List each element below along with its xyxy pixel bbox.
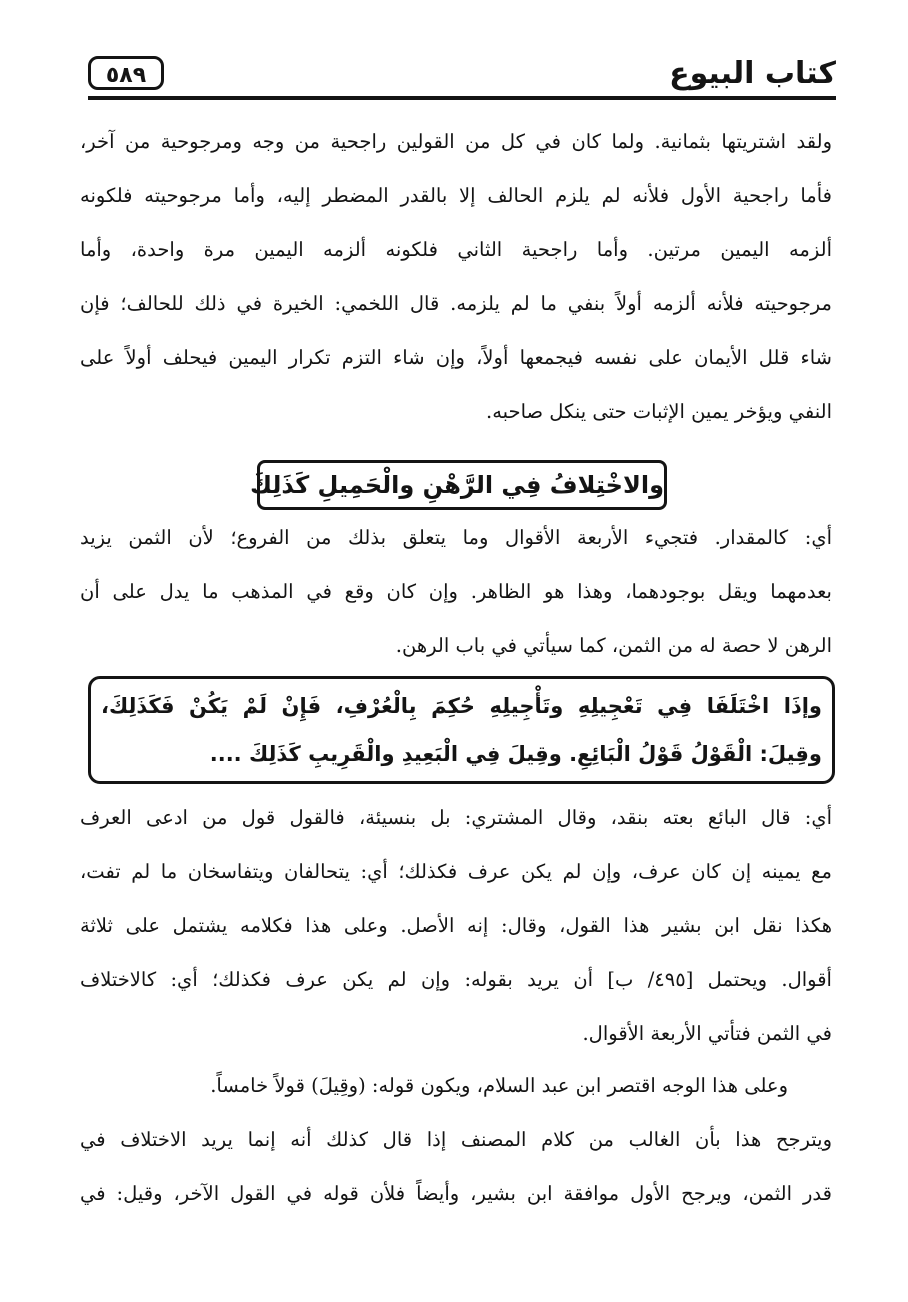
text-line: شاء قلل الأيمان على نفسه فيجمعها أولاً، وإن شاء التزم تكرار اليمين فيحلف أولاً على	[80, 346, 832, 369]
text-line: أي: قال البائع بعته بنقد، وقال المشتري: بل بنسيئة، فالقول قول من ادعى العرف	[80, 806, 832, 829]
text-line: قدر الثمن، ويرجح الأول موافقة ابن بشير، وأيضاً فلأن قوله في القول الآخر، وقيل: في	[80, 1182, 832, 1205]
matn-line: وقِيلَ: الْقَوْلُ قَوْلُ الْبَائِعِ. وقِيلَ فِي الْبَعِيدِ والْقَرِيبِ كَذَلِكَ ....	[209, 742, 822, 766]
text-line: هكذا نقل ابن بشير هذا القول، وقال: إنه الأصل. وعلى هذا فكلامه يشتمل على ثلاثة	[80, 914, 832, 937]
text-line: النفي ويؤخر يمين الإثبات حتى ينكل صاحبه.	[486, 400, 832, 423]
text-line: أي: كالمقدار. فتجيء الأربعة الأقوال وما يتعلق بذلك من الفروع؛ لأن الثمن يزيد	[80, 526, 832, 549]
page-number: ٥٨٩	[88, 56, 164, 90]
text-line: ولقد اشتريتها بثمانية. ولما كان في كل من القولين راجحية من وجه ومرجوحية من آخر،	[80, 130, 832, 153]
section-heading-box: والاخْتِلافُ فِي الرَّهْنِ والْحَمِيلِ كَذَلِكَ	[257, 460, 667, 510]
header-rule	[88, 96, 836, 100]
text-line: في الثمن فتأتي الأربعة الأقوال.	[582, 1022, 832, 1045]
text-line: أقوال. ويحتمل [٤٩٥/ ب] أن يريد بقوله: وإن لم يكن عرف فكذلك؛ أي: كالاختلاف	[80, 968, 832, 991]
text-line: مع يمينه إن كان عرف، وإن لم يكن عرف فكذلك؛ أي: يتحالفان ويتفاسخان ما لم تفت،	[80, 860, 832, 883]
text-line: ألزمه اليمين مرتين. وأما راجحية الثاني فلكونه ألزمه اليمين مرة واحدة، وأما	[80, 238, 832, 261]
matn-text-box	[88, 676, 835, 784]
text-line: وعلى هذا الوجه اقتصر ابن عبد السلام، ويكون قوله: (وقِيلَ) قولاً خامساً.	[210, 1074, 788, 1097]
text-line: فأما راجحية الأول فلأنه لم يلزم الحالف إلا بالقدر المضطر إليه، وأما مرجوحيته فلكونه	[80, 184, 832, 207]
matn-line: وإذَا اخْتَلَفَا فِي تَعْجِيلِهِ وتَأْجِيلِهِ حُكِمَ بِالْعُرْفِ، فَإِنْ لَمْ يَكُنْ فَكَذَلِكَ،	[101, 694, 822, 718]
page-header	[88, 52, 836, 100]
text-line: الرهن لا حصة له من الثمن، كما سيأتي في باب الرهن.	[395, 634, 832, 657]
text-line: بعدمهما ويقل بوجودهما، وهذا هو الظاهر. وإن كان وقع في المذهب ما يدل على أن	[80, 580, 832, 603]
running-title: كتاب البيوع	[669, 56, 836, 91]
text-line: مرجوحيته فلأنه ألزمه أولاً بنفي ما لم يلزمه. قال اللخمي: الخيرة في ذلك للحالف؛ فإن	[80, 292, 832, 315]
text-line: ويترجح هذا بأن الغالب من كلام المصنف إذا قال كذلك أنه إنما يريد الاختلاف في	[80, 1128, 832, 1151]
